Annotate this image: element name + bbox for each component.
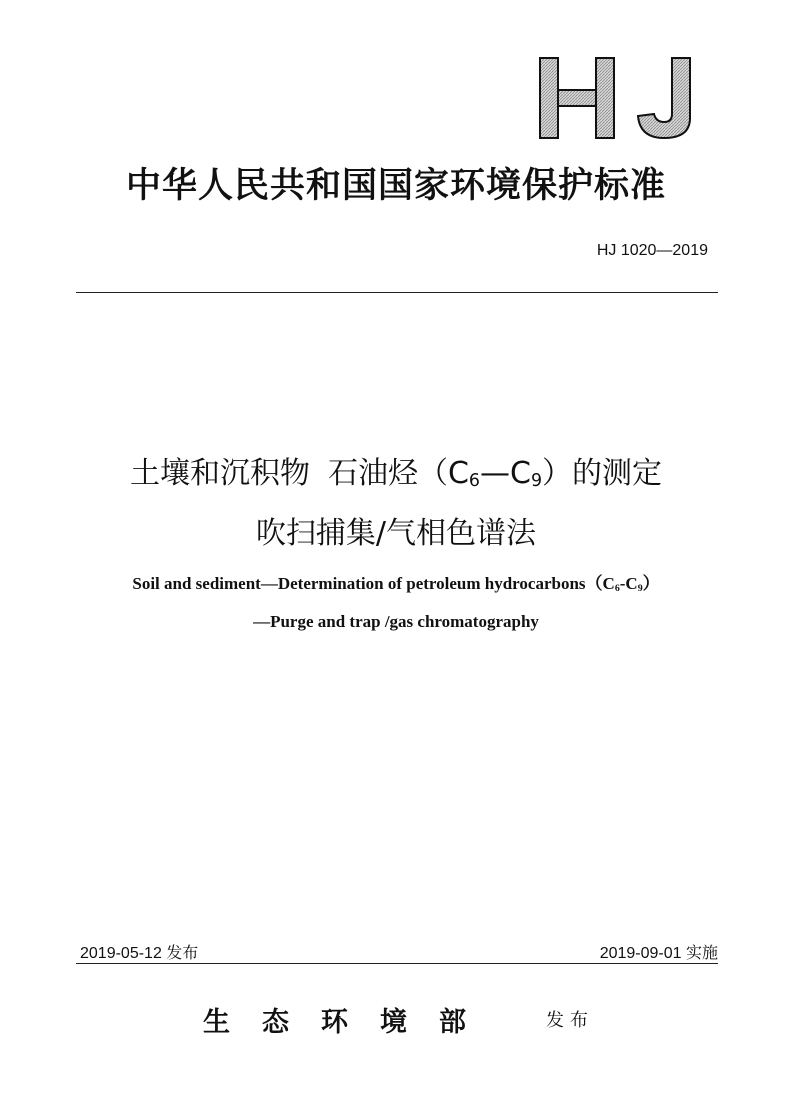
english-title-end: ） [642,574,660,593]
english-title-sub-6: 6 [614,582,620,594]
chinese-title-sub-9: 9 [530,471,543,492]
hj-logo [536,52,696,144]
top-divider [76,292,718,293]
standard-number: HJ 1020—2019 [596,242,708,259]
english-title-mid: -C [619,574,638,593]
logo-letter-j [638,58,690,138]
chinese-title-sub-6: 6 [468,471,480,492]
standard-category-title: 中华人民共和国国家环境保护标准 [125,165,666,206]
english-title-line-2: —Purge and trap /gas chromatography [253,612,539,631]
english-title-main: Soil and sediment—Determination of petroleum hydrocarbons（C [132,574,615,593]
logo-letter-h [540,58,614,138]
english-title-line-1 [0,569,792,594]
publisher-name: 生态环境部 [203,1007,498,1038]
chinese-title-dash: —C [480,456,531,491]
chinese-title-line-1 [0,448,792,492]
english-title-sub-9: 9 [637,582,643,594]
chinese-title-end: ）的测定 [542,456,663,491]
chinese-title-analyte: 石油烃（C [327,456,469,491]
implementation-date: 2019-09-01 实施 [599,945,718,962]
publish-label: 发布 [546,1010,594,1031]
chinese-title-line-2: 吹扫捕集/气相色谱法 [255,516,537,551]
chinese-title-subject: 土壤和沉积物 [129,456,310,491]
bottom-divider [76,963,718,964]
issue-date: 2019-05-12 发布 [80,945,199,962]
